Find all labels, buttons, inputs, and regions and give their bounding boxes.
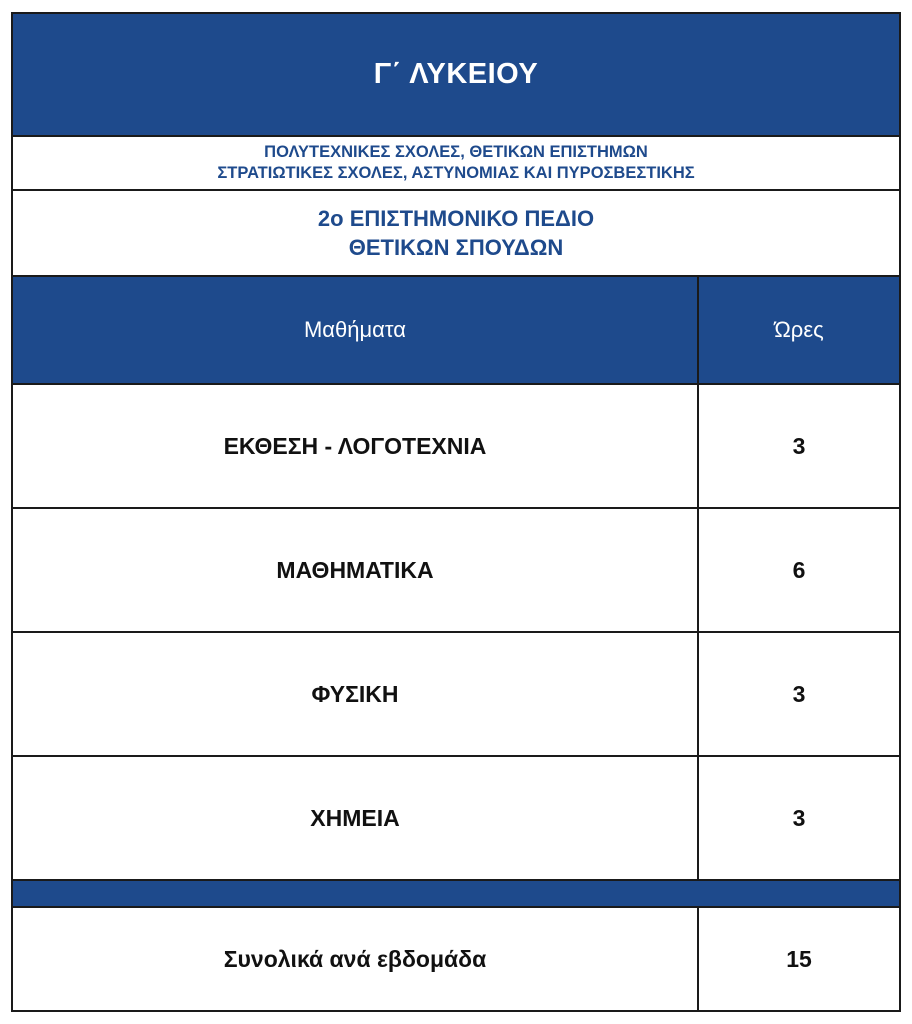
- total-label: Συνολικά ανά εβδομάδα: [13, 908, 699, 1010]
- table-row: [13, 757, 899, 881]
- hours-cell: 3: [792, 804, 806, 831]
- total-hours: 15: [786, 945, 812, 972]
- table-row: [13, 509, 899, 633]
- total-row: [13, 908, 899, 1010]
- schools-line-2: ΣΤΡΑΤΙΩΤΙΚΕΣ ΣΧΟΛΕΣ, ΑΣΤΥΝΟΜΙΑΣ ΚΑΙ ΠΥΡΟΣΒΕΣΤΙΚΗΣ: [217, 164, 695, 182]
- hours-cell: 3: [792, 680, 806, 707]
- subject-cell: ΕΚΘΕΣΗ - ΛΟΓΟΤΕΧΝΙΑ: [13, 385, 699, 507]
- schools-band: [13, 137, 899, 191]
- subject-cell: ΜΑΘΗΜΑΤΙΚΑ: [13, 509, 699, 631]
- divider-band: [13, 881, 899, 908]
- table-title-band: [13, 14, 899, 137]
- table-header-row: [13, 277, 899, 385]
- header-hours: Ώρες: [774, 317, 824, 342]
- schedule-table: [11, 12, 901, 1012]
- hours-cell: 6: [792, 556, 806, 583]
- hours-cell: 3: [792, 432, 806, 459]
- header-subject: Μαθήματα: [13, 277, 699, 383]
- field-line-1: 2ο ΕΠΙΣΤΗΜΟΝΙΚΟ ΠΕΔΙΟ: [317, 206, 595, 231]
- schools-line-1: ΠΟΛΥΤΕΧΝΙΚΕΣ ΣΧΟΛΕΣ, ΘΕΤΙΚΩΝ ΕΠΙΣΤΗΜΩΝ: [264, 143, 648, 161]
- subject-cell: ΧΗΜΕΙΑ: [13, 757, 699, 879]
- table-row: [13, 385, 899, 509]
- table-title: Γ΄ ΛΥΚΕΙΟΥ: [373, 58, 539, 90]
- table-row: [13, 633, 899, 757]
- subject-cell: ΦΥΣΙΚΗ: [13, 633, 699, 755]
- field-band: [13, 191, 899, 277]
- field-line-2: ΘΕΤΙΚΩΝ ΣΠΟΥΔΩΝ: [348, 235, 564, 260]
